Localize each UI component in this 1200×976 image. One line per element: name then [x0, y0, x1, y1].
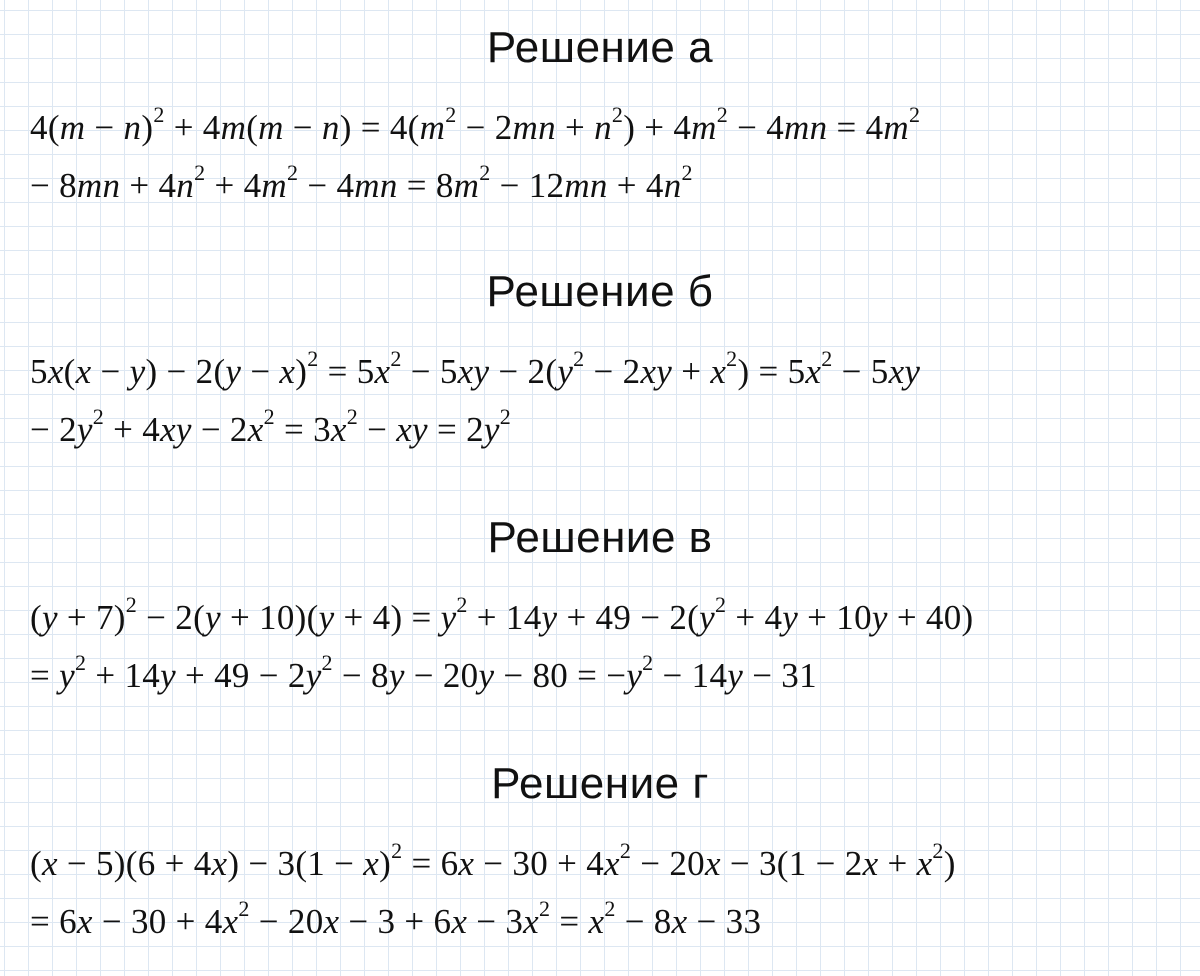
- section-b-title: Решение б: [486, 267, 714, 316]
- section-v-line-2: = $y^2 + 14y + 49 - 2y^2 - 8y - 20y - 80 = -y^2 - 14y - 31$: [30, 650, 817, 695]
- section-b-line-1: $5x(x - y) - 2(y - x)^2 = 5x^2 - 5xy - 2(y^2 - 2xy + x^2) = 5x^2 - 5xy$: [30, 346, 921, 391]
- section-g-line-1: $(x - 5)(6 + 4x) - 3(1 - x)^2 = 6x - 30 + 4x^2 - 20x - 3(1 - 2x + x^2)$: [30, 838, 956, 883]
- section-v-title: Решение в: [487, 513, 713, 562]
- section-a-title: Решение а: [486, 23, 714, 72]
- section-a-line-1: $4(m - n)^2 + 4m(m - n) = 4(m^2 - 2mn + n^2) + 4m^2 - 4mn = 4m^2$: [30, 102, 921, 147]
- section-g-title: Решение г: [491, 759, 709, 808]
- section-a-line-2: − $8mn + 4n^2 + 4m^2 - 4mn = 8m^2 - 12mn + 4n^2$: [30, 160, 693, 205]
- section-g-line-2: = $6x - 30 + 4x^2 - 20x - 3 + 6x - 3x^2 = x^2 - 8x - 33$: [30, 896, 762, 941]
- section-v-line-1: $(y + 7)^2 - 2(y + 10)(y + 4) = y^2 + 14y + 49 - 2(y^2 + 4y + 10y + 40)$: [30, 592, 974, 637]
- section-b-line-2: − $2y^2 + 4xy - 2x^2 = 3x^2$ − xy = $2y^2$: [30, 404, 512, 449]
